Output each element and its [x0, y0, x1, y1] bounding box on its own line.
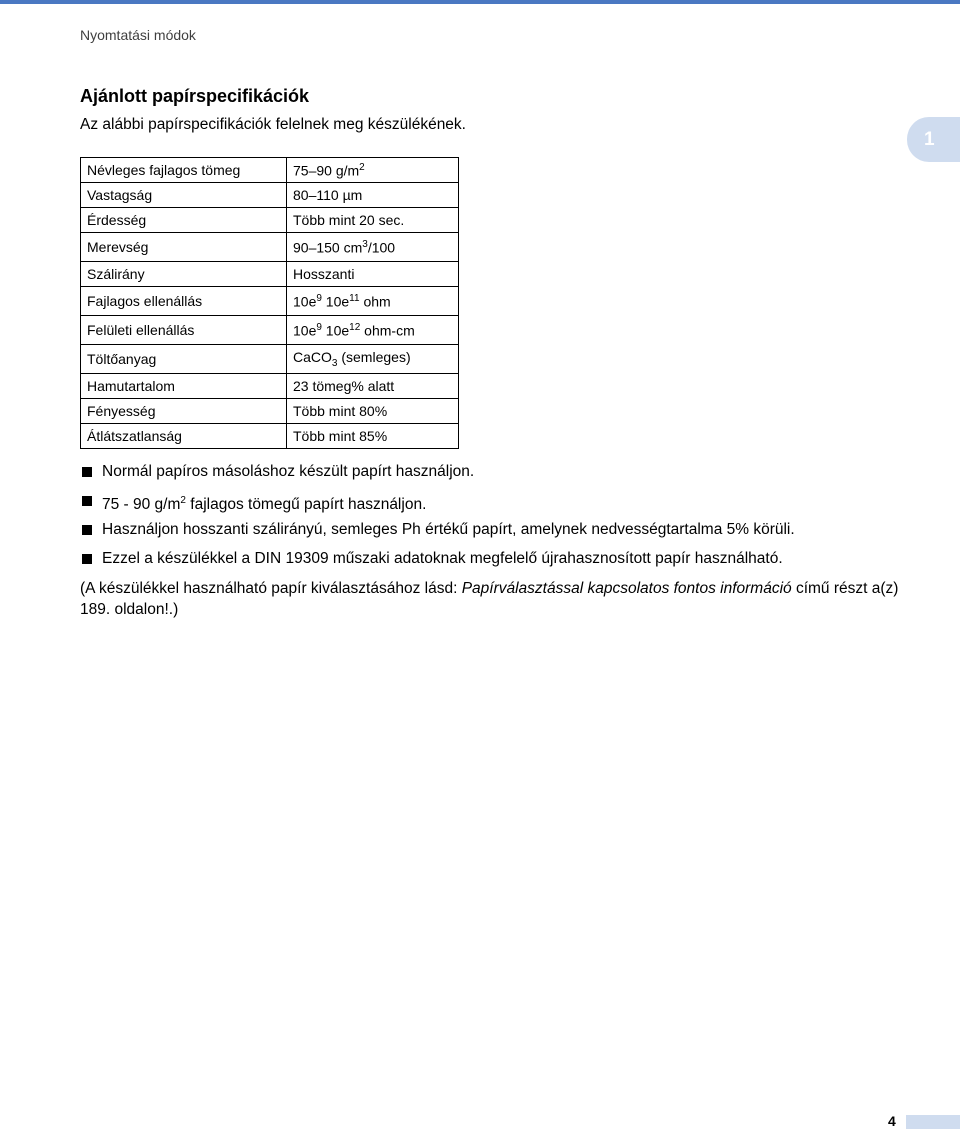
table-row [81, 262, 459, 287]
square-bullet-icon [82, 467, 92, 477]
bullet-list [82, 462, 795, 578]
spec-value: CaCO$_3$ (semleges) [287, 345, 459, 374]
table-row [81, 233, 459, 262]
spec-value: $10e^9$ $10e^{12}$ ohm-cm [287, 316, 459, 345]
spec-key: Vastagság [81, 183, 287, 208]
chapter-tab: 1 [907, 117, 960, 162]
spec-key: Hamutartalom [81, 374, 287, 399]
spec-value: Több mint 85% [287, 424, 459, 449]
table-row [81, 183, 459, 208]
spec-key: Töltőanyag [81, 345, 287, 374]
list-item: Használjon hosszanti szálirányú, semleges Ph értékű papírt, amelynek nedvességtartalma 5% körüli. [82, 520, 795, 549]
spec-key: Szálirány [81, 262, 287, 287]
spec-value: 80–110 µm [287, 183, 459, 208]
section-title: Ajánlott papírspecifikációk [80, 86, 310, 106]
spec-key: Merevség [81, 233, 287, 262]
spec-key: Érdesség [81, 208, 287, 233]
spec-key: Fajlagos ellenállás [81, 287, 287, 316]
list-item: 75 - 90 $g/m^2$ fajlagos tömegű papírt használjon. [82, 491, 795, 520]
table-row [81, 374, 459, 399]
table-row [81, 424, 459, 449]
page-number-bar [906, 1115, 960, 1129]
square-bullet-icon [82, 554, 92, 564]
table-row [81, 158, 459, 183]
spec-key: Fényesség [81, 399, 287, 424]
spec-value: 75–90 $g/m^2$ [287, 158, 459, 183]
spec-key: Átlátszatlanság [81, 424, 287, 449]
section-intro: Az alábbi papírspecifikációk felelnek meg készülékének. [80, 116, 466, 133]
table-row [81, 316, 459, 345]
square-bullet-icon [82, 525, 92, 535]
cross-reference-link[interactable]: Papírválasztással kapcsolatos fontos információ [461, 580, 792, 597]
table-row [81, 208, 459, 233]
table-row [81, 399, 459, 424]
spec-value: 90–150 $cm^3/100$ [287, 233, 459, 262]
spec-value: Hosszanti [287, 262, 459, 287]
top-rule [0, 0, 960, 4]
spec-value: $10e^9$ $10e^{11}$ ohm [287, 287, 459, 316]
spec-value: Több mint 80% [287, 399, 459, 424]
square-bullet-icon [82, 496, 92, 506]
running-header: Nyomtatási módok [80, 27, 196, 43]
cross-reference-note: (A készülékkel használható papír kiválasztásához lásd: Papírválasztással kapcsolatos fontos információ című részt a(z) 189. oldalon!.) [80, 580, 899, 618]
spec-key: Felületi ellenállás [81, 316, 287, 345]
table-row [81, 345, 459, 374]
spec-value: 23 tömeg% alatt [287, 374, 459, 399]
table-row [81, 287, 459, 316]
page-number: 4 [888, 1113, 896, 1129]
spec-value: Több mint 20 sec. [287, 208, 459, 233]
spec-table [80, 157, 459, 449]
list-item: Normál papíros másoláshoz készült papírt használjon. [82, 462, 795, 491]
list-item: Ezzel a készülékkel a DIN 19309 műszaki adatoknak megfelelő újrahasznosított papír használható. [82, 549, 795, 578]
spec-key: Névleges fajlagos tömeg [81, 158, 287, 183]
